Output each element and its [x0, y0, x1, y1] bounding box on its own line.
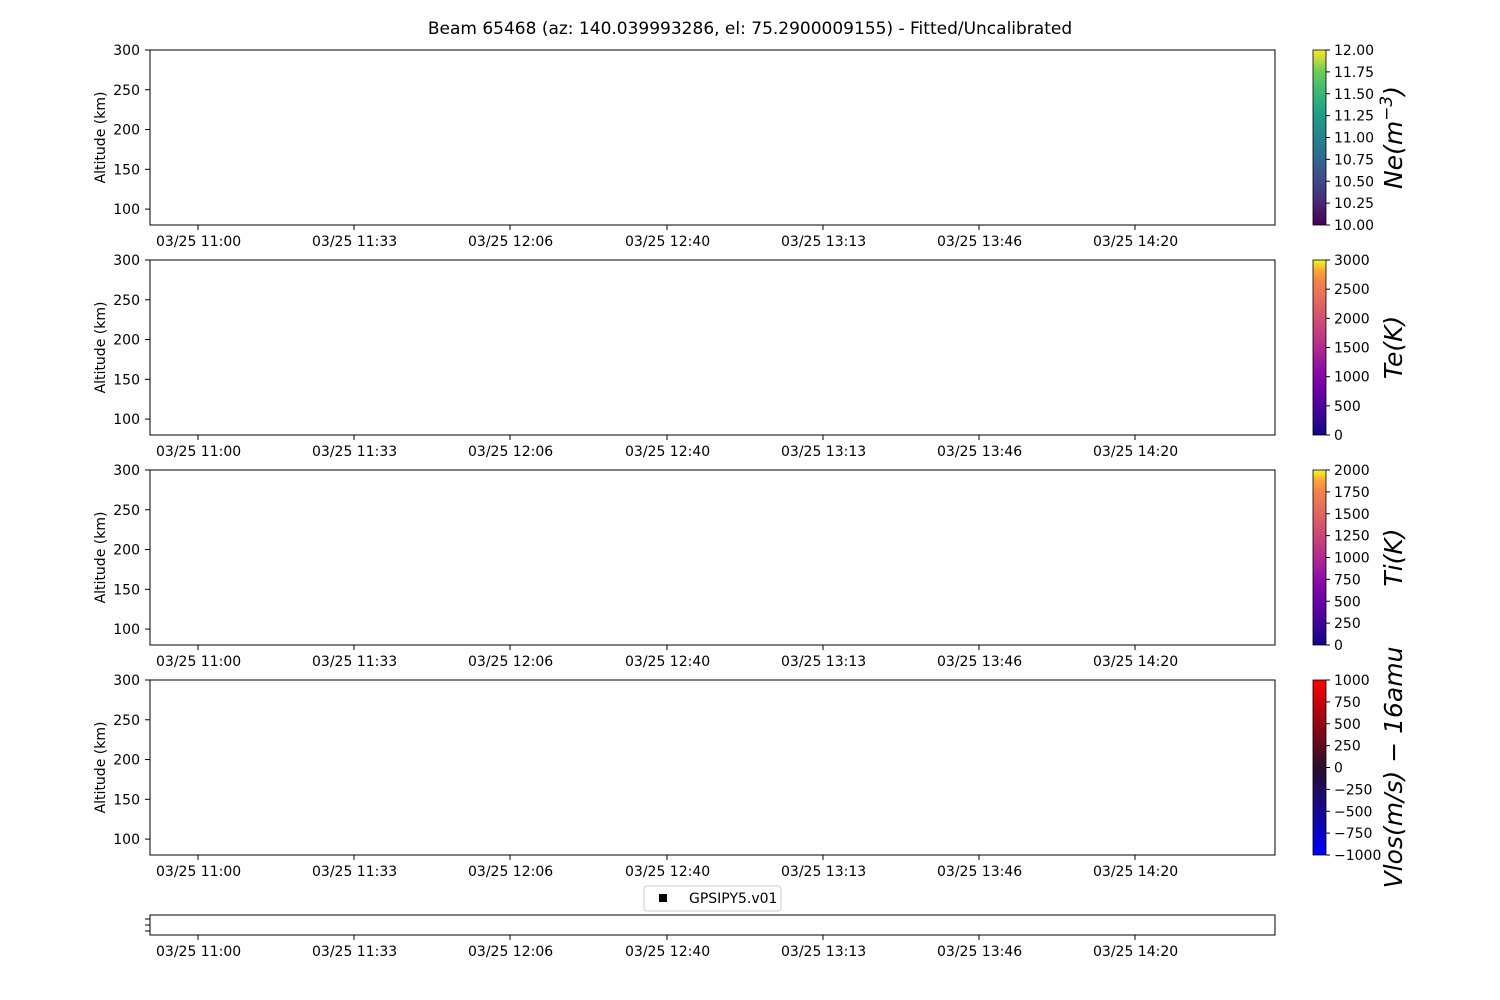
colorbar-tick-label: 0: [1334, 760, 1343, 777]
y-tick-label: 200: [113, 332, 140, 349]
colorbar-tick-label: 750: [1334, 572, 1361, 589]
colorbar-tick-label: 500: [1334, 716, 1361, 733]
plot-area-5: [150, 915, 1275, 935]
x-tick-label: 03/25 13:46: [937, 944, 1023, 960]
colorbar-tick-label: 1000: [1334, 673, 1370, 689]
panel-3: [93, 463, 1408, 670]
x-tick-label: 03/25 11:33: [312, 234, 398, 250]
x-tick-label: 03/25 11:33: [312, 864, 398, 880]
y-tick-label: 200: [113, 542, 140, 559]
colorbar-tick-label: 10.75: [1334, 152, 1375, 169]
y-tick-label: 100: [113, 832, 140, 849]
y-axis-label: Altitude (km): [93, 721, 109, 814]
y-axis-label: Altitude (km): [93, 91, 109, 184]
panel-1: [93, 43, 1408, 250]
colorbar-label-main: Ti(K): [1379, 528, 1408, 587]
colorbar-tick-label: −500: [1334, 804, 1373, 821]
colorbar-1: [1313, 50, 1326, 225]
colorbar-tick-label: 10.25: [1334, 196, 1375, 213]
y-tick-label: 250: [113, 82, 140, 99]
x-tick-label: 03/25 13:13: [781, 864, 867, 880]
y-tick-label: 150: [113, 372, 140, 389]
x-tick-label: 03/25 11:33: [312, 944, 398, 960]
colorbar-tick-label: 1750: [1334, 484, 1370, 501]
x-tick-label: 03/25 13:13: [781, 444, 867, 460]
panel-5: [145, 886, 1275, 960]
figure-title: Beam 65468 (az: 140.039993286, el: 75.2900009155) - Fitted/Uncalibrated: [427, 19, 1073, 39]
x-tick-label: 03/25 12:06: [468, 444, 554, 460]
plot-area-1: [150, 50, 1275, 225]
colorbar-label-main: Vlos(m/s) − 16amu: [1379, 646, 1408, 889]
x-tick-label: 03/25 12:40: [625, 864, 711, 880]
colorbar-tick-label: 750: [1334, 694, 1361, 711]
colorbar-tick-label: 3000: [1334, 253, 1370, 269]
y-tick-label: 250: [113, 712, 140, 729]
x-tick-label: 03/25 11:00: [156, 864, 242, 880]
colorbar-label-main: Ne(m: [1379, 120, 1408, 190]
panel-2: [93, 253, 1408, 460]
panels: [93, 43, 1408, 960]
colorbar-tick-label: 1500: [1334, 506, 1370, 523]
colorbar-label: [1379, 316, 1408, 379]
y-tick-label: 150: [113, 792, 140, 809]
y-tick-label: 300: [113, 43, 140, 59]
colorbar-4: [1313, 680, 1326, 855]
x-tick-label: 03/25 11:00: [156, 234, 242, 250]
colorbar-3: [1313, 470, 1326, 645]
colorbar-label: [1377, 86, 1408, 189]
y-tick-label: 200: [113, 752, 140, 769]
x-tick-label: 03/25 11:00: [156, 944, 242, 960]
colorbar-tick-label: 500: [1334, 594, 1361, 611]
colorbar-tick-label: −1000: [1334, 848, 1382, 864]
x-tick-label: 03/25 11:33: [312, 654, 398, 670]
x-tick-label: 03/25 14:20: [1093, 654, 1179, 670]
colorbar-tick-label: 11.50: [1334, 86, 1375, 103]
y-tick-label: 250: [113, 502, 140, 519]
colorbar-label-tail: ): [1379, 85, 1408, 96]
colorbar-tick-label: 250: [1334, 738, 1361, 755]
colorbar-tick-label: 1000: [1334, 369, 1370, 386]
x-tick-label: 03/25 12:06: [468, 944, 554, 960]
colorbar-label: [1379, 528, 1408, 586]
x-tick-label: 03/25 12:40: [625, 944, 711, 960]
colorbar-tick-label: 0: [1334, 428, 1343, 444]
x-tick-label: 03/25 13:13: [781, 944, 867, 960]
colorbar-label-main: Te(K): [1379, 315, 1408, 380]
colorbar-tick-label: 2500: [1334, 282, 1370, 299]
colorbar-tick-label: −250: [1334, 782, 1373, 799]
x-tick-label: 03/25 14:20: [1093, 864, 1179, 880]
plot-area-2: [150, 260, 1275, 435]
colorbar-2: [1313, 260, 1326, 435]
x-tick-label: 03/25 12:40: [625, 654, 711, 670]
y-axis-label: Altitude (km): [93, 301, 109, 394]
colorbar-tick-label: −750: [1334, 826, 1373, 843]
colorbar-tick-label: 11.00: [1334, 130, 1375, 147]
y-tick-label: 100: [113, 202, 140, 219]
x-tick-label: 03/25 13:46: [937, 654, 1023, 670]
colorbar-tick-label: 1500: [1334, 340, 1370, 357]
y-tick-label: 300: [113, 463, 140, 479]
colorbar-tick-label: 2000: [1334, 463, 1370, 479]
colorbar-tick-label: 10.50: [1334, 174, 1375, 191]
legend-marker-square-icon: [659, 894, 667, 902]
colorbar-label-sup: −3: [1377, 95, 1397, 121]
y-tick-label: 150: [113, 162, 140, 179]
x-tick-label: 03/25 12:40: [625, 444, 711, 460]
y-axis-label: Altitude (km): [93, 511, 109, 604]
colorbar-tick-label: 12.00: [1334, 43, 1375, 59]
colorbar-tick-label: 2000: [1334, 311, 1370, 328]
y-tick-label: 200: [113, 122, 140, 139]
panel-4: [93, 647, 1408, 889]
x-tick-label: 03/25 14:20: [1093, 444, 1179, 460]
x-tick-label: 03/25 12:40: [625, 234, 711, 250]
y-tick-label: 300: [113, 253, 140, 269]
legend: [644, 886, 781, 911]
colorbar-tick-label: 250: [1334, 616, 1361, 633]
colorbar-tick-label: 500: [1334, 398, 1361, 415]
x-tick-label: 03/25 13:46: [937, 234, 1023, 250]
y-tick-label: 250: [113, 292, 140, 309]
colorbar-tick-label: 1250: [1334, 528, 1370, 545]
y-tick-label: 100: [113, 412, 140, 429]
x-tick-label: 03/25 12:06: [468, 654, 554, 670]
y-tick-label: 300: [113, 673, 140, 689]
colorbar-tick-label: 1000: [1334, 550, 1370, 567]
x-tick-label: 03/25 13:46: [937, 444, 1023, 460]
plot-area-3: [150, 470, 1275, 645]
x-tick-label: 03/25 14:20: [1093, 234, 1179, 250]
colorbar-tick-label: 10.00: [1334, 218, 1375, 234]
colorbar-tick-label: 0: [1334, 638, 1343, 654]
x-tick-label: 03/25 12:06: [468, 234, 554, 250]
x-tick-label: 03/25 14:20: [1093, 944, 1179, 960]
x-tick-label: 03/25 13:13: [781, 654, 867, 670]
x-tick-label: 03/25 13:46: [937, 864, 1023, 880]
y-tick-label: 150: [113, 582, 140, 599]
x-tick-label: 03/25 11:00: [156, 654, 242, 670]
legend-label: GPSIPY5.v01: [689, 891, 778, 907]
colorbar-tick-label: 11.25: [1334, 108, 1375, 125]
x-tick-label: 03/25 11:33: [312, 444, 398, 460]
colorbar-tick-label: 11.75: [1334, 64, 1375, 81]
x-tick-label: 03/25 12:06: [468, 864, 554, 880]
colorbar-label: [1379, 647, 1408, 889]
x-tick-label: 03/25 13:13: [781, 234, 867, 250]
y-tick-label: 100: [113, 622, 140, 639]
plot-area-4: [150, 680, 1275, 855]
x-tick-label: 03/25 11:00: [156, 444, 242, 460]
